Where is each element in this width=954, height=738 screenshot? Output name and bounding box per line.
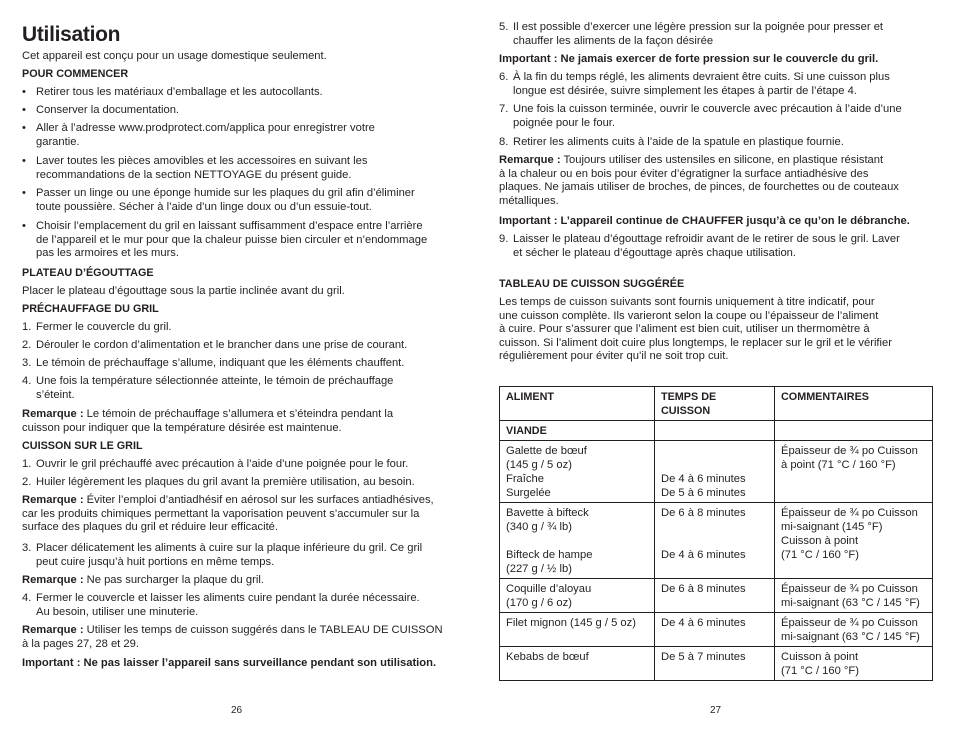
header-commentaires: COMMENTAIRES (775, 387, 933, 421)
page-number: 27 (710, 705, 722, 716)
cell-commentaires: Épaisseur de ¾ po Cuisson à point (71 °C / 160 °F) (775, 441, 933, 503)
section-viande: VIANDE (500, 421, 655, 441)
list-item: 5. Il est possible d’exercer une légère pression sur la poignée pour presser et chauffer les aliments de la façon désirée (499, 21, 884, 47)
cell-commentaires: Épaisseur de ¾ po Cuisson mi-saignant (63 °C / 145 °F) (775, 579, 933, 613)
cell-commentaires: Cuisson à point (71 °C / 160 °F) (775, 647, 933, 681)
table-header-row (500, 387, 933, 421)
heading-grill-cooking: CUISSON SUR LE GRIL (22, 440, 143, 452)
cooking-table (499, 386, 933, 681)
cooking-note-1: Remarque : Éviter l’emploi d’antiadhésif en aérosol sur les surfaces antiadhésives, car les produits chimiques permettant la vaporisation peuvent s’accumuler sur la surface des plaques du gril et réduire leur efficacité. (22, 494, 434, 534)
cell-commentaires: Épaisseur de ¾ po Cuisson mi-saignant (145 °F) Cuisson à point (71 °C / 160 °F) (775, 503, 933, 579)
page-number: 26 (231, 705, 243, 716)
list-item: • Retirer tous les matériaux d’emballage et les autocollants. (22, 86, 323, 98)
header-aliment: ALIMENT (500, 387, 655, 421)
cell-aliment: Kebabs de bœuf (500, 647, 655, 681)
cooking-note-2: Remarque : Ne pas surcharger la plaque du gril. (22, 574, 264, 586)
important-warning: Important : L’appareil continue de CHAUFFER jusqu’à ce qu’on le débranche. (499, 215, 910, 227)
list-item: 1. Ouvrir le gril préchauffé avec précaution à l’aide d’une poignée pour le four. (22, 458, 409, 470)
cell-temps: De 5 à 7 minutes (655, 647, 775, 681)
table-intro: Les temps de cuisson suivants sont fournis uniquement à titre indicatif, pour une cuisson complète. Ils varieront selon la coupe ou l’épaisseur de l’aliment à cuire. Pour s’assurer que l’aliment est bien cuit, utiliser un thermomètre à cuisson. Si l’aliment doit cuire plus longtemps, le replacer sur le gril et le vérifier régulièrement pour éviter qu’il ne soit trop cuit. (499, 296, 892, 363)
preheat-note: Remarque : Le témoin de préchauffage s’allumera et s’éteindra pendant la cuisson pour indiquer que la température désirée est maintenue. (22, 408, 394, 434)
list-item: • Choisir l’emplacement du gril en laissant suffisamment d’espace entre l’arrière de l’appareil et le mur pour que la chaleur puisse bien circuler et n’endommage pas les armoires et les murs. (22, 220, 428, 260)
cell-aliment: Filet mignon (145 g / 5 oz) (500, 613, 655, 647)
cell-commentaires: Épaisseur de ¾ po Cuisson mi-saignant (63 °C / 145 °F) (775, 613, 933, 647)
list-item: 2. Huiler légèrement les plaques du gril avant la première utilisation, au besoin. (22, 476, 415, 488)
cell-aliment: Galette de bœuf (145 g / 5 oz) Fraîche Surgelée (500, 441, 655, 503)
cell-temps: De 4 à 6 minutes (655, 613, 775, 647)
list-item: 2. Dérouler le cordon d’alimentation et le brancher dans une prise de courant. (22, 339, 408, 351)
list-item: 4. Une fois la température sélectionnée atteinte, le témoin de préchauffage s’éteint. (22, 375, 394, 401)
empty-cell (655, 421, 775, 441)
list-item: 8. Retirer les aliments cuits à l’aide de la spatule en plastique fournie. (499, 136, 844, 148)
list-item: 6. À la fin du temps réglé, les aliments devraient être cuits. Si une cuisson plus longue est désirée, suivre simplement les étapes à partir de l’étape 4. (499, 71, 890, 97)
list-item: 9. Laisser le plateau d’égouttage refroidir avant de le retirer de sous le gril. Laver et sécher le plateau d’égouttage après chaque utilisation. (499, 233, 900, 259)
table-row (500, 441, 933, 503)
utensils-note: Remarque : Toujours utiliser des ustensiles en silicone, en plastique résistant à la chaleur ou en bois pour éviter d’égratigner la surface antiadhésive des plaques. Ne jamais utiliser de broches, de pinces, de fourchettes ou de couteaux métalliques. (499, 154, 899, 207)
list-item: 3. Placer délicatement les aliments à cuire sur la plaque inférieure du gril. Ce gril peut cuire jusqu’à huit portions en même temps. (22, 542, 423, 568)
heading-start: POUR COMMENCER (22, 68, 129, 80)
list-item: 4. Fermer le couvercle et laisser les aliments cuire pendant la durée nécessaire. Au besoin, utiliser une minuterie. (22, 592, 420, 618)
heading-cooking-table: TABLEAU DE CUISSON SUGGÉRÉE (499, 278, 685, 290)
table-row (500, 503, 933, 579)
list-item: • Laver toutes les pièces amovibles et les accessoires en suivant les recommandations de la section NETTOYAGE du présent guide. (22, 155, 368, 181)
heading-preheat: PRÉCHAUFFAGE DU GRIL (22, 303, 159, 315)
empty-cell (775, 421, 933, 441)
header-temps: TEMPS DE CUISSON (655, 387, 775, 421)
drip-tray-text: Placer le plateau d’égouttage sous la partie inclinée avant du gril. (22, 285, 345, 297)
list-item: 7. Une fois la cuisson terminée, ouvrir le couvercle avec précaution à l’aide d’une poignée pour le four. (499, 103, 902, 129)
intro-text: Cet appareil est conçu pour un usage domestique seulement. (22, 50, 327, 62)
table-row (500, 613, 933, 647)
table-row (500, 647, 933, 681)
list-item: 1. Fermer le couvercle du gril. (22, 321, 172, 333)
heading-drip-tray: PLATEAU D’ÉGOUTTAGE (22, 267, 154, 279)
cell-temps: De 4 à 6 minutes De 5 à 6 minutes (655, 441, 775, 503)
page-title: Utilisation (22, 23, 121, 46)
table-row (500, 579, 933, 613)
cell-aliment: Coquille d’aloyau (170 g / 6 oz) (500, 579, 655, 613)
list-item: 3. Le témoin de préchauffage s’allume, indiquant que les éléments chauffent. (22, 357, 405, 369)
cooking-note-3: Remarque : Utiliser les temps de cuisson suggérés dans le TABLEAU DE CUISSON à la pages 27, 28 et 29. (22, 624, 443, 650)
cell-temps: De 6 à 8 minutes De 4 à 6 minutes (655, 503, 775, 579)
list-item: • Passer un linge ou une éponge humide sur les plaques du gril afin d’éliminer toute poussière. Sécher à l’aide d’un linge doux ou d’un essuie-tout. (22, 187, 415, 213)
important-warning: Important : Ne pas laisser l’appareil sans surveillance pendant son utilisation. (22, 657, 437, 669)
list-item: • Conserver la documentation. (22, 104, 180, 116)
cell-aliment: Bavette à bifteck (340 g / ¾ lb) Bifteck de hampe (227 g / ½ lb) (500, 503, 655, 579)
list-item: • Aller à l’adresse www.prodprotect.com/applica pour enregistrer votre garantie. (22, 122, 375, 148)
important-warning: Important : Ne jamais exercer de forte pression sur le couvercle du gril. (499, 53, 879, 65)
cell-temps: De 6 à 8 minutes (655, 579, 775, 613)
table-section-row (500, 421, 933, 441)
